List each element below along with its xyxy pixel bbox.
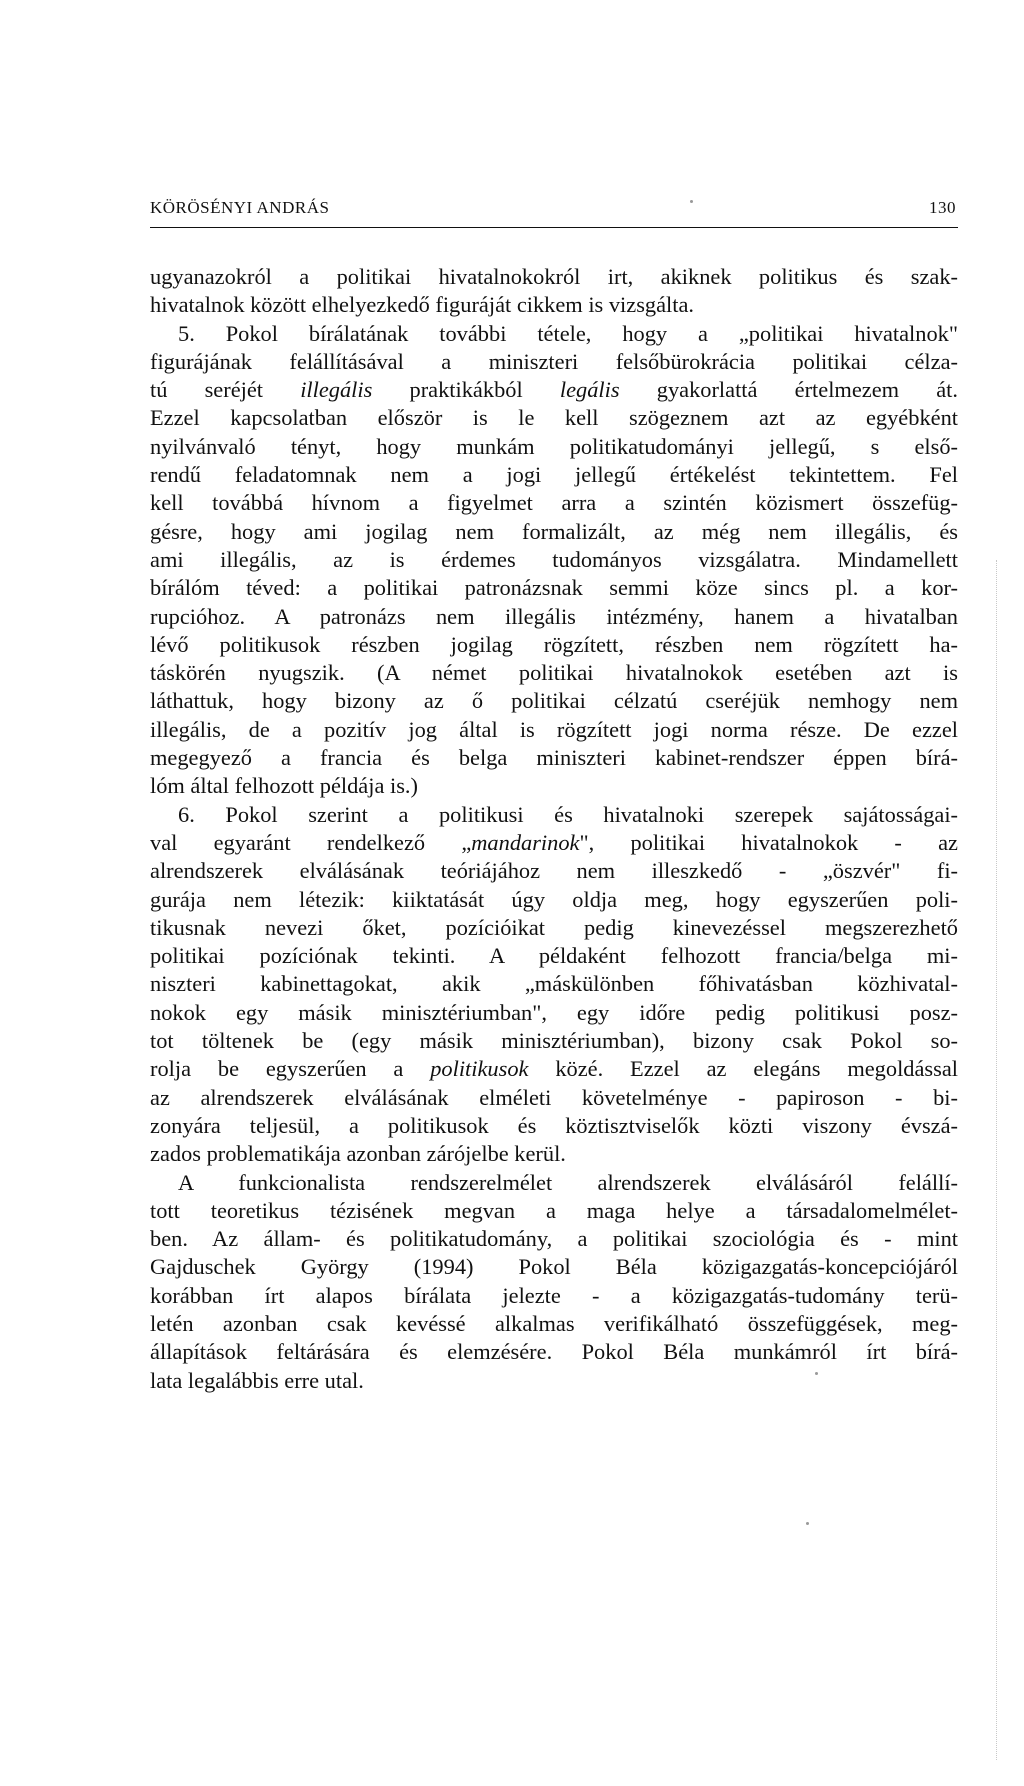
text-line: lóm által felhozott példája is.)	[150, 773, 418, 799]
text-line: Ezzel kapcsolatban először is le kell szögeznem azt az egyébként	[150, 405, 958, 431]
text-line: zonyára teljesül, a politikusok és köztisztviselők közti viszony évszá-	[150, 1112, 958, 1138]
page-number: 130	[929, 198, 956, 217]
running-head-author: KÖRÖSÉNYI ANDRÁS	[150, 198, 330, 217]
text-line: tikusnak nevezi őket, pozícióikat pedig kinevezéssel megszerezhető	[150, 914, 958, 940]
text-line: korábban írt alapos bírálata jelezte - a közigazgatás-tudomány terü-	[150, 1282, 958, 1308]
text-line: 5. Pokol bírálatának további tétele, hogy a „politikai hivatalnok"	[178, 320, 958, 346]
text-line: politikai pozíciónak tekinti. A példaként felhozott francia/belga mi-	[150, 943, 958, 969]
text-line: állapítások feltárására és elemzésére. Pokol Béla munkámról írt bírá-	[150, 1339, 958, 1365]
italic-term: politikusok	[430, 1056, 529, 1082]
text-line: hivatalnok között elhelyezkedő figuráját cikkem is vizsgálta.	[150, 292, 695, 318]
text-line: nyilvánvaló tényt, hogy munkám politikatudományi jellegű, s első-	[150, 433, 958, 459]
scan-edge-dots	[996, 560, 997, 1760]
text-line: alrendszerek elválásának teóriájához nem illeszkedő - „öszvér" fi-	[150, 858, 958, 884]
text-line: táskörén nyugszik. (A német politikai hivatalnokok esetében azt is	[150, 660, 958, 686]
italic-term: illegális	[300, 377, 373, 403]
italic-term: legális	[559, 377, 620, 403]
text-line: ben. Az állam- és politikatudomány, a politikai szociológia és - mint	[150, 1226, 958, 1252]
text-line: rupcióhoz. A patronázs nem illegális intézmény, hanem a hivatalban	[150, 603, 958, 629]
text-line: ami illegális, az is érdemes tudományos vizsgálatra. Mindamellett	[150, 546, 958, 572]
text-line: val egyaránt rendelkező „mandarinok", politikai hivatalnokok - az	[150, 829, 958, 855]
text-line: tott teoretikus tézisének megvan a maga helye a társadalomelmélet-	[150, 1197, 958, 1223]
scan-speck	[815, 1372, 818, 1375]
running-head	[150, 198, 958, 222]
text-line: rendű feladatomnak nem a jogi jellegű értékelést tekintettem. Fel	[150, 462, 958, 488]
text-line: nokok egy másik minisztériumban", egy időre pedig politikusi posz-	[150, 999, 958, 1025]
header-rule	[150, 227, 958, 228]
text-line: zados problematikája azonban zárójelbe kerül.	[150, 1141, 566, 1167]
text-line: letén azonban csak kevéssé alkalmas verifikálható összefüggések, meg-	[150, 1310, 958, 1336]
text-line: ugyanazokról a politikai hivatalnokokról irt, akiknek politikus és szak-	[150, 264, 958, 289]
scan-speck	[806, 1522, 809, 1525]
text-line: Gajduschek György (1994) Pokol Béla közigazgatás-koncepciójáról	[150, 1254, 958, 1280]
italic-term: mandarinok	[471, 829, 580, 855]
text-line: rolja be egyszerűen a politikusok közé. Ezzel az elegáns megoldással	[150, 1056, 959, 1082]
text-line: 6. Pokol szerint a politikusi és hivatalnoki szerepek sajátosságai-	[178, 801, 958, 827]
body-text	[150, 263, 958, 1395]
text-line: figurájának felállításával a miniszteri felsőbürokrácia politikai célza-	[150, 348, 958, 374]
text-line: A funkcionalista rendszerelmélet alrendszerek elválásáról felállí-	[178, 1169, 958, 1195]
text-line: gésre, hogy ami jogilag nem formalizált, az még nem illegális, és	[150, 518, 958, 544]
text-line: az alrendszerek elválásának elméleti követelménye - papiroson - bi-	[150, 1084, 958, 1110]
text-line: bírálóm téved: a politikai patronázsnak semmi köze sincs pl. a kor-	[150, 575, 958, 601]
text-line: megegyező a francia és belga miniszteri kabinet-rendszer éppen bírá-	[150, 745, 958, 771]
text-line: tot töltenek be (egy másik minisztériumban), bizony csak Pokol so-	[150, 1028, 958, 1054]
text-line: niszteri kabinettagokat, akik „máskülönben főhivatásban közhivatal-	[150, 971, 958, 997]
text-line: gurája nem létezik: kiiktatását úgy oldja meg, hogy egyszerűen poli-	[150, 886, 958, 912]
text-line: kell továbbá hívnom a figyelmet arra a szintén közismert összefüg-	[150, 490, 958, 516]
scan-speck	[690, 200, 693, 203]
text-line: illegális, de a pozitív jog által is rögzített jogi norma része. De ezzel	[150, 716, 958, 742]
text-line: tú seréjét illegális praktikákból legális gyakorlattá értelmezem át.	[150, 377, 958, 403]
text-line: lévő politikusok részben jogilag rögzített, részben nem rögzített ha-	[150, 631, 958, 657]
text-line: láthattuk, hogy bizony az ő politikai célzatú cseréjük nemhogy nem	[150, 688, 958, 714]
text-line: lata legalábbis erre utal.	[150, 1367, 364, 1393]
